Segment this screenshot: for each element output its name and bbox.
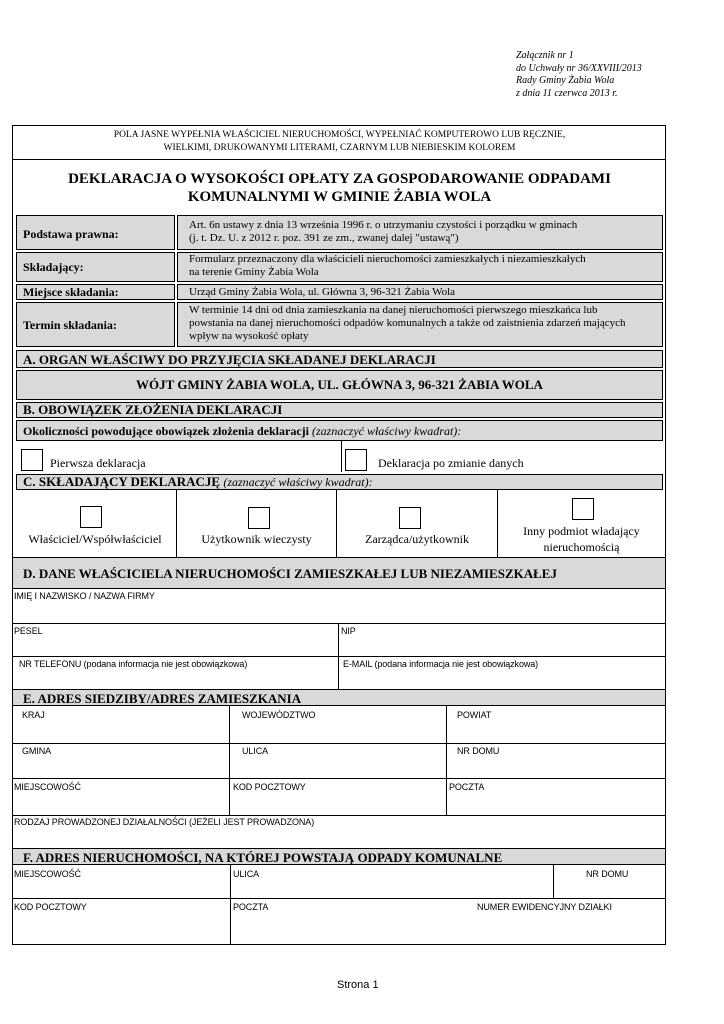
property-post-office-field-label: POCZTA — [233, 902, 269, 912]
section-c-heading — [23, 474, 373, 490]
other-entity-checkbox[interactable] — [572, 498, 594, 520]
circumstances-label: Okoliczności powodujące obowiązek złożenia deklaracji — [23, 424, 309, 438]
deadline-value — [189, 304, 625, 343]
divider — [446, 706, 447, 815]
legal-basis-line-1: Art. 6n ustawy z dnia 13 września 1996 r. o utrzymaniu czystości i porządku w gminach — [189, 219, 578, 231]
business-type-field[interactable] — [14, 829, 664, 848]
divider — [12, 656, 666, 657]
nip-field-label: NIP — [341, 626, 356, 636]
divider — [553, 865, 554, 898]
section-d-title: D. DANE WŁAŚCICIELA NIERUCHOMOŚCI ZAMIESZKAŁEJ LUB NIEZAMIESZKAŁEJ — [23, 566, 557, 581]
title-line-2: KOMUNALNYMI W GMINIE ŻABIA WOLA — [187, 189, 492, 205]
divider — [12, 743, 666, 744]
phone-field-label: NR TELEFONU (podana informacja nie jest obowiązkowa) — [19, 659, 248, 669]
county-field-label: POWIAT — [457, 710, 492, 720]
divider — [12, 159, 666, 160]
other-entity-line-2: nieruchomością — [543, 540, 620, 554]
change-declaration-label: Deklaracja po zmianie danych — [378, 456, 524, 470]
voivodeship-field-label: WOJEWÓDZTWO — [242, 710, 316, 720]
locality-field-label: MIEJSCOWOŚĆ — [14, 782, 81, 792]
section-c-title: C. SKŁADAJĄCY DEKLARACJĘ — [23, 474, 221, 489]
submitter-line-2: na terenie Gminy Żabia Wola — [189, 266, 319, 278]
name-field[interactable] — [14, 603, 664, 623]
instructions-line-2: WIELKIMI, DRUKOWANYMI LITERAMI, CZARNYM LUB NIEBIESKIM KOLOREM — [163, 143, 516, 153]
instructions-line-1: POLA JASNE WYPEŁNIA WŁAŚCICIEL NIERUCHOMOŚCI, WYPEŁNIAĆ KOMPUTEROWO LUB RĘCZNIE, — [113, 130, 566, 140]
submitter-value — [189, 253, 586, 279]
owner-label: Właściciel/Współwłaściciel — [28, 532, 162, 546]
post-office-field[interactable] — [448, 794, 664, 814]
plot-number-field-label: NUMER EWIDENCYJNY DZIAŁKI — [477, 902, 612, 912]
divider — [229, 706, 230, 815]
fill-instructions — [14, 129, 665, 155]
street-field-label: ULICA — [242, 746, 269, 756]
legal-basis-value — [189, 219, 577, 245]
page-title — [14, 170, 665, 206]
country-field-label: KRAJ — [22, 710, 45, 720]
divider — [338, 656, 339, 689]
divider — [12, 778, 666, 779]
divider — [12, 815, 666, 816]
deadline-line-1: W terminie 14 dni od dnia zamieszkania na danej nieruchomości pierwszego mieszkańca lub — [189, 304, 598, 316]
property-house-number-field-label: NR DOMU — [586, 869, 629, 879]
street-field[interactable] — [231, 758, 445, 777]
manager-label: Zarządca/użytkownik — [365, 532, 469, 546]
country-field[interactable] — [14, 722, 228, 742]
legal-basis-line-2: (j. t. Dz. U. z 2012 r. poz. 391 ze zm., zwanej dalej "ustawą") — [189, 232, 459, 244]
section-b-title: B. OBOWIĄZEK ZŁOŻENIA DEKLARACJI — [23, 402, 283, 417]
property-street-field-label: ULICA — [233, 869, 260, 879]
email-field-label: E-MAIL (podana informacja nie jest obowiązkowa) — [343, 659, 539, 669]
first-declaration-checkbox[interactable] — [21, 449, 43, 471]
change-declaration-checkbox[interactable] — [345, 449, 367, 471]
house-number-field[interactable] — [448, 758, 664, 777]
authority-name: WÓJT GMINY ŻABIA WOLA, UL. GŁÓWNA 3, 96-321 ŻABIA WOLA — [136, 377, 543, 392]
voivodeship-field[interactable] — [231, 722, 445, 742]
owner-checkbox[interactable] — [80, 506, 102, 528]
divider — [341, 441, 342, 472]
postal-code-field[interactable] — [231, 794, 445, 814]
other-entity-line-1: Inny podmiot władający — [523, 524, 640, 538]
deadline-label: Termin składania: — [23, 318, 117, 332]
phone-field[interactable] — [14, 671, 338, 689]
perpetual-user-label: Użytkownik wieczysty — [201, 532, 312, 546]
property-locality-field[interactable] — [14, 881, 229, 897]
pesel-field-label: PESEL — [14, 626, 43, 636]
property-locality-field-label: MIEJSCOWOŚĆ — [14, 869, 81, 879]
divider — [230, 865, 231, 945]
first-declaration-label: Pierwsza deklaracja — [50, 456, 146, 470]
perpetual-user-checkbox[interactable] — [248, 507, 270, 529]
place-value: Urząd Gminy Żabia Wola, ul. Główna 3, 96-321 Żabia Wola — [189, 286, 456, 298]
pesel-field[interactable] — [14, 638, 338, 656]
nip-field[interactable] — [341, 638, 663, 656]
plot-number-field[interactable] — [474, 914, 664, 943]
attachment-line-1: Załącznik nr 1 — [516, 50, 574, 61]
manager-checkbox[interactable] — [399, 507, 421, 529]
section-f-title: F. ADRES NIERUCHOMOŚCI, NA KTÓREJ POWSTAJĄ ODPADY KOMUNALNE — [23, 850, 503, 865]
postal-code-field-label: KOD POCZTOWY — [233, 782, 306, 792]
property-postal-code-field[interactable] — [14, 914, 229, 943]
county-field[interactable] — [448, 722, 664, 742]
commune-field[interactable] — [14, 758, 228, 777]
divider — [338, 623, 339, 656]
submitter-line-1: Formularz przeznaczony dla właścicieli nieruchomości zamieszkałych i niezamieszkałych — [189, 253, 586, 265]
divider — [12, 623, 666, 624]
locality-field[interactable] — [14, 794, 228, 814]
section-a-title: A. ORGAN WŁAŚCIWY DO PRZYJĘCIA SKŁADANEJ DEKLARACJI — [23, 352, 436, 367]
legal-basis-label: Podstawa prawna: — [23, 227, 119, 241]
attachment-line-4: z dnia 11 czerwca 2013 r. — [516, 87, 618, 99]
section-c-hint: (zaznaczyć właściwy kwadrat): — [223, 475, 373, 489]
deadline-line-2: powstania na danej nieruchomości odpadów komunalnych a także od zaistnienia zdarzeń mających — [189, 317, 626, 329]
property-street-field[interactable] — [232, 881, 552, 897]
business-type-field-label: RODZAJ PROWADZONEJ DZIAŁALNOŚCI (JEŻELI JEST PROWADZONA) — [14, 817, 315, 827]
attachment-line-2: do Uchwały nr 36/XXVIII/2013 — [516, 62, 642, 74]
other-entity-label — [498, 523, 665, 555]
attachment-header — [516, 50, 716, 100]
submitter-label: Składający: — [23, 260, 84, 274]
name-field-label: IMIĘ I NAZWISKO / NAZWA FIRMY — [14, 591, 155, 601]
circumstances-row — [23, 424, 461, 439]
post-office-field-label: POCZTA — [449, 782, 485, 792]
commune-field-label: GMINA — [22, 746, 52, 756]
divider — [12, 898, 666, 899]
house-number-field-label: NR DOMU — [457, 746, 500, 756]
attachment-line-3: Rady Gminy Żabia Wola — [516, 75, 615, 86]
page-number: Strona 1 — [337, 979, 379, 991]
title-line-1: DEKLARACJA O WYSOKOŚCI OPŁATY ZA GOSPODAROWANIE ODPADAMI — [68, 171, 611, 187]
place-label: Miejsce składania: — [23, 285, 119, 299]
circumstances-hint: (zaznaczyć właściwy kwadrat): — [311, 424, 462, 438]
deadline-line-3: wpływ na wysokość opłaty — [189, 330, 309, 342]
section-e-title: E. ADRES SIEDZIBY/ADRES ZAMIESZKANIA — [23, 691, 302, 706]
property-house-number-field[interactable] — [555, 881, 664, 897]
email-field[interactable] — [341, 671, 663, 689]
property-postal-code-field-label: KOD POCZTOWY — [14, 902, 87, 912]
property-post-office-field[interactable] — [232, 914, 472, 943]
